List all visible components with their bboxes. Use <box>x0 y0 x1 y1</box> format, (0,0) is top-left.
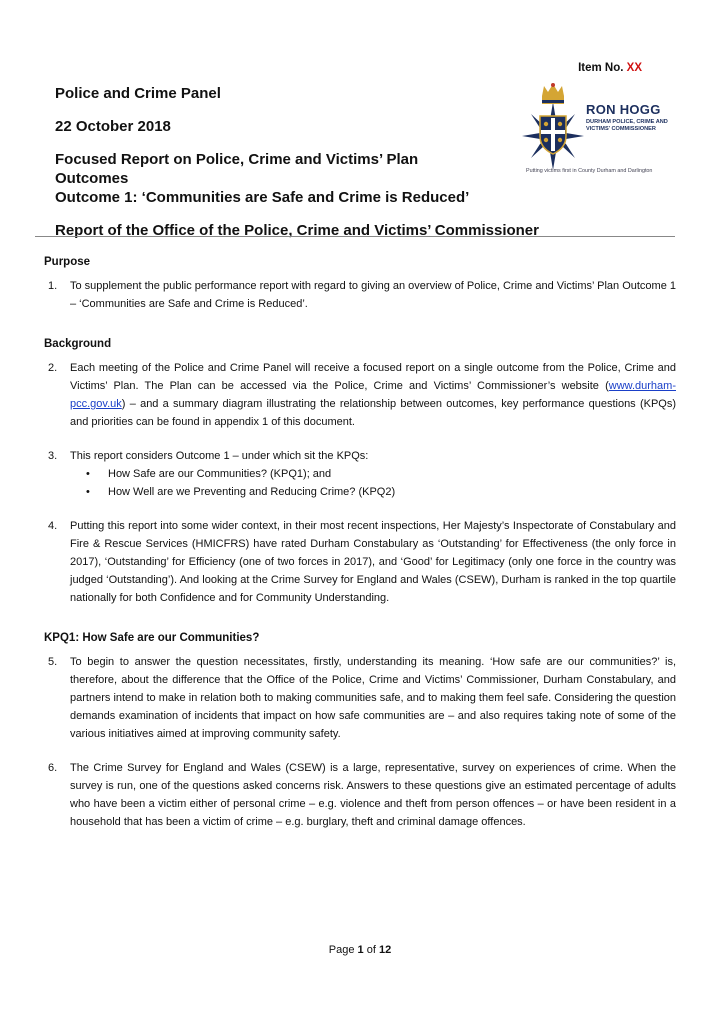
paragraph-text <box>70 359 676 431</box>
bullet-icon: • <box>86 468 90 480</box>
paragraph-5 <box>44 653 676 743</box>
title-block <box>55 84 539 240</box>
list-item-text: How Well are we Preventing and Reducing Crime? (KPQ2) <box>108 486 396 498</box>
page-total: 12 <box>378 944 392 956</box>
list-item <box>44 483 676 501</box>
header-divider <box>35 236 675 237</box>
paragraph-text: The Crime Survey for England and Wales (CSEW) is a large, representative, survey on experiences of crime. When the survey is run, one of the questions asked concerns risk. Answers to these questions give an estimated percentage of adults who have been a victim either of personal crime – e.g. violence and theft from person offences – or have been resident in a household that has been a victim of crime – e.g. burglary, theft and criminal damage offences. <box>70 762 676 828</box>
paragraph-text: This report considers Outcome 1 – under which sit the KPQs: <box>70 450 369 462</box>
paragraph-number: 1. <box>48 280 58 292</box>
pcc-logo <box>520 82 680 182</box>
logo-name: RON HOGG <box>586 102 661 117</box>
bullet-icon: • <box>86 486 90 498</box>
paragraph-3 <box>44 447 676 465</box>
paragraph-text: To begin to answer the question necessitates, firstly, understanding its meaning. ‘How safe are our communities?’ is, therefore, about the difference that the Office of the Police, Crime and Victims’ Commissioner, Durham Constabulary, and partners intend to make in relation both to making communities safe, and to making them feel safe. Considering the question demands examination of incidents that impact on how safe communities are – and also requires taking note of some of the various initiatives aimed at improving community safety. <box>70 656 676 740</box>
report-of-title: Report of the Office of the Police, Crime and Victims’ Commissioner <box>55 222 539 239</box>
logo-subtitle: DURHAM POLICE, CRIME AND VICTIMS’ COMMISSIONER <box>586 119 668 132</box>
logo-tagline: Putting victims first in County Durham and Darlington <box>526 168 653 174</box>
paragraph-text: To supplement the public performance report with regard to giving an overview of Police, Crime and Victims’ Plan Outcome 1 – ‘Communities are Safe and Crime is Reduced’. <box>70 280 676 310</box>
purpose-heading: Purpose <box>44 256 91 268</box>
panel-title: Police and Crime Panel <box>55 85 221 102</box>
background-heading: Background <box>44 338 112 350</box>
paragraph-4 <box>44 517 676 607</box>
paragraph-text-part: ) – and a summary diagram illustrating the relationship between outcomes, key performance questions (KPQs) and priorities can be found in appendix 1 of this document. <box>70 398 676 428</box>
item-number <box>578 62 642 74</box>
list-item-text: How Safe are our Communities? (KPQ1); and <box>108 468 332 480</box>
item-number-value: XX <box>626 62 642 74</box>
pcc-website-link[interactable]: www.durham-pcc.gov.uk <box>70 380 676 410</box>
of-word: of <box>366 944 376 956</box>
report-body <box>44 253 676 831</box>
kpq1-heading: KPQ1: How Safe are our Communities? <box>44 632 260 644</box>
paragraph-text: Putting this report into some wider context, in their most recent inspections, Her Majesty’s Inspectorate of Constabulary and Fire & Rescue Services (HMICFRS) have rated Durham Constabulary as ‘Outstanding’ for Effectiveness (the only force in 2017), ‘Outstanding’ for Efficiency (one of two forces in 2017), and ‘Good’ for Legitimacy (only one force in the country was judged ‘Outstanding’). And looking at the Crime Survey for England and Wales (CSEW), Durham is ranked in the top quartile nationally for both Confidence and for Community Understanding. <box>70 520 676 604</box>
paragraph-2 <box>44 359 676 431</box>
focused-report-title: Focused Report on Police, Crime and Victims’ Plan Outcomes <box>55 151 419 187</box>
crest-icon <box>520 82 586 172</box>
outcome-title: Outcome 1: ‘Communities are Safe and Crime is Reduced’ <box>55 189 470 206</box>
meeting-date: 22 October 2018 <box>55 118 171 135</box>
paragraph-1 <box>44 277 676 313</box>
page-word: Page <box>328 944 355 956</box>
list-item <box>44 465 676 483</box>
paragraph-number: 4. <box>48 520 58 532</box>
paragraph-text-part: Each meeting of the Police and Crime Panel will receive a focused report on a single outcome from the Police, Crime and Victims’ Plan. The Plan can be accessed via the Police, Crime and Victims’ Commissioner’s website ( <box>70 362 676 392</box>
page-number: 1 <box>357 944 364 956</box>
paragraph-6 <box>44 759 676 831</box>
paragraph-number: 6. <box>48 762 58 774</box>
page-footer <box>0 944 720 956</box>
paragraph-number: 5. <box>48 656 58 668</box>
paragraph-number: 3. <box>48 450 58 462</box>
paragraph-number: 2. <box>48 362 58 374</box>
item-number-label: Item No. <box>578 62 624 74</box>
